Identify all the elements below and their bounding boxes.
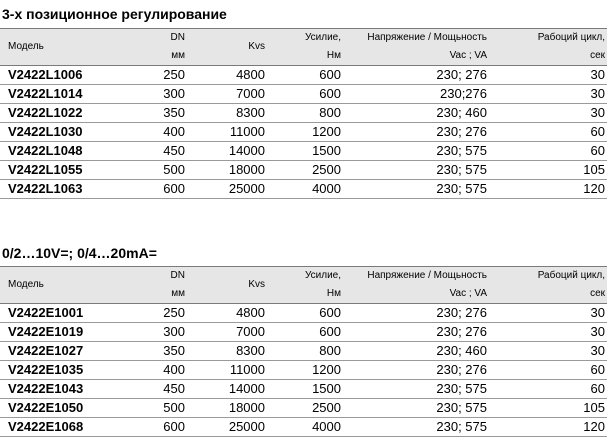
table-row [0,418,607,437]
header-voltage [341,29,487,66]
cell-cycle: 105 [487,399,607,418]
cell-cycle: 120 [487,180,607,199]
cell-kvs: 18000 [185,399,265,418]
cell-dn: 600 [150,180,185,199]
header-voltage-unit: Vac ; VA [449,50,487,61]
cell-force: 2500 [265,399,341,418]
header-cycle [487,29,607,66]
cell-kvs: 8300 [185,342,265,361]
cell-voltage: 230; 276 [341,304,487,323]
cell-dn: 400 [150,361,185,380]
cell-cycle: 30 [487,104,607,123]
cell-voltage: 230; 276 [341,361,487,380]
cell-force: 800 [265,104,341,123]
table-row [0,361,607,380]
table-row [0,161,607,180]
header-voltage [341,267,487,304]
table-row [0,304,607,323]
cell-voltage: 230; 575 [341,380,487,399]
cell-cycle: 30 [487,66,607,85]
table-row [0,66,607,85]
header-kvs [185,267,265,304]
header-voltage-label: Напряжение / Мощьность [367,32,487,43]
cell-force: 1200 [265,123,341,142]
table-row [0,85,607,104]
cell-model: V2422E1068 [0,418,150,437]
cell-kvs: 7000 [185,323,265,342]
header-model [0,29,150,66]
cell-kvs: 7000 [185,85,265,104]
header-force-unit: Нм [326,50,341,61]
cell-model: V2422L1014 [0,85,150,104]
header-model [0,267,150,304]
table-row [0,380,607,399]
header-dn [150,29,185,66]
cell-voltage: 230; 575 [341,180,487,199]
cell-dn: 400 [150,123,185,142]
cell-model: V2422E1043 [0,380,150,399]
header-cycle-unit: сек [590,288,605,299]
cell-dn: 450 [150,142,185,161]
cell-voltage: 230; 575 [341,142,487,161]
cell-voltage: 230; 575 [341,399,487,418]
cell-model: V2422L1048 [0,142,150,161]
cell-cycle: 60 [487,142,607,161]
cell-kvs: 4800 [185,66,265,85]
cell-dn: 250 [150,304,185,323]
cell-voltage: 230; 575 [341,418,487,437]
cell-cycle: 30 [487,85,607,104]
cell-cycle: 30 [487,323,607,342]
cell-dn: 500 [150,399,185,418]
cell-kvs: 14000 [185,142,265,161]
cell-model: V2422E1050 [0,399,150,418]
cell-dn: 300 [150,323,185,342]
header-dn-unit: мм [171,50,185,61]
header-cycle-label: Рабоций цикл, [537,270,605,281]
cell-model: V2422E1001 [0,304,150,323]
header-kvs-label: Kvs [248,279,265,290]
table-row [0,342,607,361]
header-dn-label: DN [170,270,185,281]
header-model-label: Модель [8,279,44,290]
cell-kvs: 4800 [185,304,265,323]
cell-voltage: 230; 276 [341,123,487,142]
header-force [265,29,341,66]
cell-dn: 350 [150,342,185,361]
cell-model: V2422E1027 [0,342,150,361]
cell-model: V2422L1006 [0,66,150,85]
cell-kvs: 11000 [185,123,265,142]
table-header-row [0,267,607,304]
cell-cycle: 30 [487,342,607,361]
cell-dn: 250 [150,66,185,85]
cell-model: V2422L1022 [0,104,150,123]
cell-force: 4000 [265,180,341,199]
header-dn [150,267,185,304]
table-row [0,399,607,418]
header-cycle-unit: сек [590,50,605,61]
cell-model: V2422L1030 [0,123,150,142]
cell-kvs: 14000 [185,380,265,399]
cell-voltage: 230; 575 [341,161,487,180]
header-dn-label: DN [170,32,185,43]
header-kvs-label: Kvs [248,41,265,52]
header-force-label: Усилие, [304,32,341,43]
table-row [0,123,607,142]
cell-cycle: 105 [487,161,607,180]
cell-kvs: 11000 [185,361,265,380]
cell-force: 600 [265,85,341,104]
cell-force: 800 [265,342,341,361]
cell-cycle: 60 [487,123,607,142]
cell-kvs: 18000 [185,161,265,180]
header-force-unit: Нм [326,288,341,299]
cell-kvs: 25000 [185,180,265,199]
cell-cycle: 60 [487,361,607,380]
header-force [265,267,341,304]
header-model-label: Модель [8,41,44,52]
cell-force: 4000 [265,418,341,437]
header-kvs [185,29,265,66]
table-row [0,180,607,199]
spec-table-analog [0,266,607,437]
cell-model: V2422L1055 [0,161,150,180]
cell-model: V2422E1019 [0,323,150,342]
cell-force: 1200 [265,361,341,380]
table-header-row [0,29,607,66]
cell-voltage: 230; 460 [341,342,487,361]
header-cycle [487,267,607,304]
cell-force: 600 [265,66,341,85]
header-voltage-label: Напряжение / Мощьность [367,270,487,281]
table-row [0,104,607,123]
cell-dn: 300 [150,85,185,104]
cell-force: 1500 [265,142,341,161]
header-dn-unit: мм [171,288,185,299]
cell-kvs: 25000 [185,418,265,437]
cell-dn: 500 [150,161,185,180]
cell-dn: 450 [150,380,185,399]
header-voltage-unit: Vac ; VA [449,288,487,299]
spec-table-3-position [0,28,607,199]
header-force-label: Усилие, [304,270,341,281]
header-cycle-label: Рабоций цикл, [537,32,605,43]
cell-voltage: 230; 460 [341,104,487,123]
cell-force: 600 [265,323,341,342]
cell-kvs: 8300 [185,104,265,123]
section-title-analog: 0/2…10V=; 0/4…20mA= [2,245,157,261]
cell-voltage: 230; 276 [341,66,487,85]
cell-cycle: 120 [487,418,607,437]
table-row [0,323,607,342]
cell-cycle: 60 [487,380,607,399]
cell-model: V2422E1035 [0,361,150,380]
cell-force: 2500 [265,161,341,180]
cell-dn: 350 [150,104,185,123]
cell-voltage: 230; 276 [341,323,487,342]
cell-model: V2422L1063 [0,180,150,199]
table-row [0,142,607,161]
cell-dn: 600 [150,418,185,437]
cell-cycle: 30 [487,304,607,323]
cell-voltage: 230;276 [341,85,487,104]
cell-force: 600 [265,304,341,323]
cell-force: 1500 [265,380,341,399]
section-title-3-position: 3-х позиционное регулирование [2,6,227,22]
